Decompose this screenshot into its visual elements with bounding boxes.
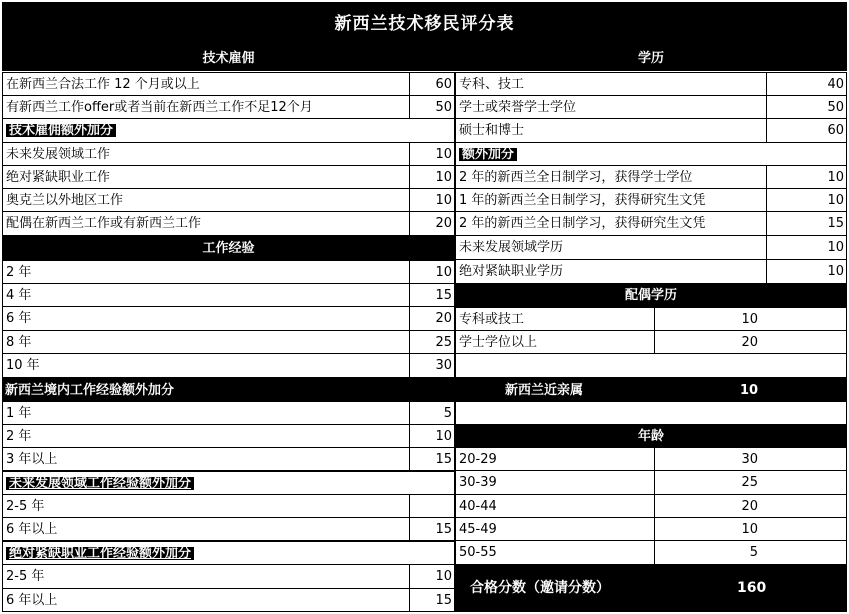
- row-value: 25: [654, 470, 847, 495]
- row-label: 学士学位以上: [455, 330, 655, 354]
- section-header-education-bonus: 额外加分: [455, 142, 847, 166]
- row-value: 10: [766, 188, 847, 212]
- row-label: 8 年: [2, 330, 410, 354]
- row-label: 6 年以上: [2, 517, 410, 541]
- row-label: 专科或技工: [455, 307, 655, 331]
- row-label: 学士或荣誉学士学位: [455, 95, 767, 119]
- row-label: 45-49: [455, 517, 655, 541]
- section-header-education: 学历: [455, 46, 847, 71]
- row-label: 2-5 年: [2, 494, 410, 518]
- row-value: 10: [654, 517, 847, 541]
- empty-row: [455, 401, 847, 425]
- row-label: 4 年: [2, 283, 410, 307]
- row-value: 60: [766, 118, 847, 143]
- row-label: 2 年: [2, 260, 410, 284]
- row-value: 5: [409, 401, 455, 425]
- row-value: 40: [766, 72, 847, 96]
- row-value: [409, 494, 455, 518]
- row-value: 20: [409, 306, 455, 331]
- pass-mark-row: [455, 564, 847, 612]
- row-label: 2 年的新西兰全日制学习，获得研究生文凭: [455, 211, 767, 236]
- row-value: 50: [409, 95, 455, 119]
- row-label: 有新西兰工作offer或者当前在新西兰工作不足12个月: [2, 95, 410, 119]
- row-value: 15: [766, 211, 847, 236]
- empty-row: [455, 353, 847, 378]
- row-label: 1 年: [2, 401, 410, 425]
- section-header-partner-education: 配偶学历: [455, 284, 847, 307]
- row-value: 15: [409, 283, 455, 307]
- row-value: 20: [409, 211, 455, 236]
- row-label: 2 年: [2, 424, 410, 448]
- nz-relative-row: [455, 378, 847, 402]
- row-label: 未来发展领域学历: [455, 235, 767, 260]
- page-title: 新西兰技术移民评分表: [2, 2, 847, 46]
- row-label: 40-44: [455, 494, 655, 518]
- row-label: 绝对紧缺职业工作: [2, 165, 410, 189]
- row-value: 10: [409, 424, 455, 448]
- section-header-shortage: 绝对紧缺职业工作经验额外加分: [2, 541, 455, 565]
- pass-mark-value: 160: [737, 580, 767, 596]
- row-label: 2-5 年: [2, 564, 410, 589]
- row-label: 20-29: [455, 447, 655, 471]
- row-value: 15: [409, 588, 455, 612]
- row-value: 5: [654, 540, 847, 565]
- row-label: 6 年: [2, 306, 410, 331]
- row-value: 10: [409, 165, 455, 189]
- row-label: 6 年以上: [2, 588, 410, 612]
- row-value: 30: [409, 353, 455, 378]
- pass-mark-label: 合格分数（邀请分数）: [470, 580, 610, 596]
- section-header-work-experience: 工作经验: [2, 236, 455, 260]
- row-label: 50-55: [455, 540, 655, 565]
- row-label: 30-39: [455, 470, 655, 495]
- row-value: 10: [409, 260, 455, 284]
- row-label: 3 年以上: [2, 447, 410, 471]
- nz-relative-value: 10: [740, 382, 759, 398]
- row-value: 20: [654, 330, 847, 354]
- section-header-nz-experience: 新西兰境内工作经验额外加分: [2, 378, 455, 402]
- section-header-skilled-bonus: 技术雇佣额外加分: [2, 118, 455, 143]
- row-label: 未来发展领域工作: [2, 142, 410, 166]
- row-label: 2 年的新西兰全日制学习，获得学士学位: [455, 165, 767, 189]
- section-header-skilled-employment: 技术雇佣: [2, 46, 455, 71]
- row-value: 30: [654, 447, 847, 471]
- row-value: 10: [766, 165, 847, 189]
- row-value: 10: [409, 188, 455, 212]
- nz-relative-label: 新西兰近亲属: [505, 382, 584, 398]
- row-label: 硕士和博士: [455, 118, 767, 143]
- row-value: 20: [654, 494, 847, 518]
- section-header-future-growth: 未来发展领域工作经验额外加分: [2, 471, 455, 495]
- row-label: 1 年的新西兰全日制学习，获得研究生文凭: [455, 188, 767, 212]
- row-label: 配偶在新西兰工作或有新西兰工作: [2, 211, 410, 236]
- row-value: 60: [409, 72, 455, 96]
- row-value: 50: [766, 95, 847, 119]
- row-value: 10: [766, 235, 847, 260]
- row-label: 绝对紧缺职业学历: [455, 259, 767, 284]
- row-label: 专科、技工: [455, 72, 767, 96]
- row-label: 奥克兰以外地区工作: [2, 188, 410, 212]
- row-value: 15: [409, 517, 455, 541]
- row-value: 10: [654, 307, 847, 331]
- row-value: 25: [409, 330, 455, 354]
- row-value: 10: [409, 142, 455, 166]
- row-value: 10: [766, 259, 847, 284]
- section-header-age: 年龄: [455, 424, 847, 448]
- row-value: 10: [409, 564, 455, 589]
- row-label: 在新西兰合法工作 12 个月或以上: [2, 72, 410, 96]
- row-value: 15: [409, 447, 455, 471]
- row-label: 10 年: [2, 353, 410, 378]
